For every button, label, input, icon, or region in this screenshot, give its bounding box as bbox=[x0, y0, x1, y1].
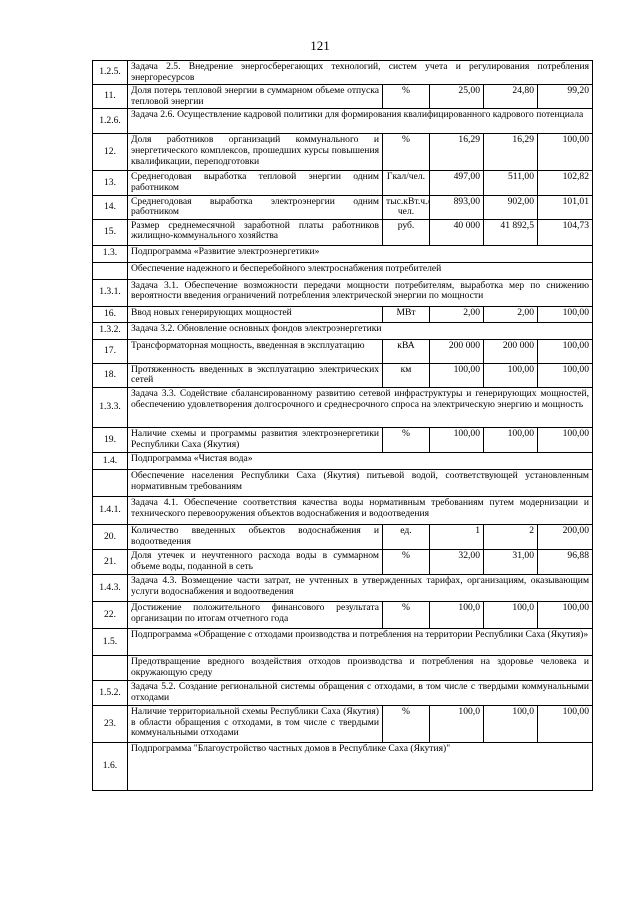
indicator-name: Наличие схемы и программы развития электроэнергетики Республики Саха (Якутия) bbox=[128, 427, 383, 452]
row-number: 1.5. bbox=[93, 628, 128, 655]
row-number: 14. bbox=[93, 195, 128, 219]
indicator-name: Среднегодовая выработка электроэнергии одним работником bbox=[128, 195, 383, 219]
section-row bbox=[93, 109, 593, 134]
indicator-row bbox=[93, 705, 593, 742]
indicator-name: Размер среднемесячной заработной платы работников жилищно-коммунального хозяйства bbox=[128, 219, 383, 245]
unit-cell: руб. bbox=[383, 219, 430, 245]
row-number: 1.4.1. bbox=[93, 496, 128, 524]
row-number: 1.4. bbox=[93, 452, 128, 469]
actual-value: 31,00 bbox=[484, 549, 538, 574]
section-title: Задача 5.2. Создание региональной системы обращения с отходами, в том числе с твердыми коммунальными отходами bbox=[128, 680, 593, 705]
indicator-row bbox=[93, 363, 593, 387]
percent-value: 100,00 bbox=[538, 134, 593, 171]
section-title: Задача 2.5. Внедрение энергосберегающих технологий, систем учета и регулирования потребления энергоресурсов bbox=[128, 61, 593, 85]
section-row bbox=[93, 496, 593, 524]
indicator-row bbox=[93, 195, 593, 219]
indicator-name: Ввод новых генерирующих мощностей bbox=[128, 306, 383, 322]
section-row bbox=[93, 655, 593, 680]
actual-value: 24,80 bbox=[484, 85, 538, 109]
row-number: 12. bbox=[93, 134, 128, 171]
percent-value: 101,01 bbox=[538, 195, 593, 219]
section-title: Задача 2.6. Осуществление кадровой политики для формирования квалифицированного кадрового потенциала bbox=[128, 109, 593, 134]
indicator-row bbox=[93, 601, 593, 628]
row-number bbox=[93, 469, 128, 496]
indicator-row bbox=[93, 171, 593, 195]
section-row bbox=[93, 245, 593, 262]
section-row bbox=[93, 574, 593, 601]
actual-value: 100,00 bbox=[484, 427, 538, 452]
actual-value: 511,00 bbox=[484, 171, 538, 195]
row-number: 15. bbox=[93, 219, 128, 245]
indicator-name: Доля работников организаций коммунального и энергетического комплексов, прошедших курсы повышения квалификации, переподготовки bbox=[128, 134, 383, 171]
plan-value: 16,29 bbox=[430, 134, 484, 171]
plan-value: 893,00 bbox=[430, 195, 484, 219]
indicator-name: Трансформаторная мощность, введенная в эксплуатацию bbox=[128, 339, 383, 363]
unit-cell: % bbox=[383, 134, 430, 171]
percent-value: 100,00 bbox=[538, 601, 593, 628]
actual-value: 2,00 bbox=[484, 306, 538, 322]
section-title: Задача 3.2. Обновление основных фондов электроэнергетики bbox=[128, 322, 593, 339]
row-number: 18. bbox=[93, 363, 128, 387]
row-number: 22. bbox=[93, 601, 128, 628]
indicator-row bbox=[93, 339, 593, 363]
percent-value: 102,82 bbox=[538, 171, 593, 195]
row-number: 1.4.3. bbox=[93, 574, 128, 601]
section-title: Задача 3.1. Обеспечение возможности передачи мощности потребителям, выработка мер по снижению вероятности введения ограничений потребления электрической энергии по мощности bbox=[128, 279, 593, 306]
unit-cell: кВА bbox=[383, 339, 430, 363]
section-title: Задача 4.3. Возмещение части затрат, не учтенных в утвержденных тарифах, организациям, оказывающим услуги водоснабжения и водоотведения bbox=[128, 574, 593, 601]
indicator-row bbox=[93, 427, 593, 452]
section-title: Подпрограмма «Развитие электроэнергетики» bbox=[128, 245, 593, 262]
row-number: 23. bbox=[93, 705, 128, 742]
percent-value: 100,00 bbox=[538, 705, 593, 742]
section-title: Задача 4.1. Обеспечение соответствия качества воды нормативным требованиям путем модернизации и технического перевооружения объектов водоснабжения и водоотведения bbox=[128, 496, 593, 524]
section-title: Подпрограмма "Благоустройство частных домов в Республике Саха (Якутия)" bbox=[128, 742, 593, 790]
actual-value: 100,0 bbox=[484, 601, 538, 628]
section-row bbox=[93, 680, 593, 705]
percent-value: 100,00 bbox=[538, 306, 593, 322]
unit-cell: % bbox=[383, 427, 430, 452]
actual-value: 100,00 bbox=[484, 363, 538, 387]
indicator-row bbox=[93, 219, 593, 245]
indicator-name: Количество введенных объектов водоснабжения и водоотведения bbox=[128, 524, 383, 549]
percent-value: 100,00 bbox=[538, 363, 593, 387]
section-row bbox=[93, 61, 593, 85]
indicator-row bbox=[93, 306, 593, 322]
percent-value: 100,00 bbox=[538, 427, 593, 452]
indicator-name: Протяженность введенных в эксплуатацию электрических сетей bbox=[128, 363, 383, 387]
row-number bbox=[93, 262, 128, 279]
page-number: 121 bbox=[310, 38, 330, 53]
indicator-name: Доля потерь тепловой энергии в суммарном объеме отпуска тепловой энергии bbox=[128, 85, 383, 109]
section-row bbox=[93, 322, 593, 339]
actual-value: 2 bbox=[484, 524, 538, 549]
section-row bbox=[93, 469, 593, 496]
actual-value: 902,00 bbox=[484, 195, 538, 219]
actual-value: 16,29 bbox=[484, 134, 538, 171]
section-title: Подпрограмма «Обращение с отходами производства и потребления на территории Республики Саха (Якутия)» bbox=[128, 628, 593, 655]
section-row bbox=[93, 262, 593, 279]
plan-value: 497,00 bbox=[430, 171, 484, 195]
unit-cell: МВт bbox=[383, 306, 430, 322]
indicator-name: Доля утечек и неучтенного расхода воды в суммарном объеме воды, поданной в сеть bbox=[128, 549, 383, 574]
indicator-name: Среднегодовая выработка тепловой энергии одним работником bbox=[128, 171, 383, 195]
row-number: 1.3.3. bbox=[93, 387, 128, 427]
section-row bbox=[93, 628, 593, 655]
unit-cell: ед. bbox=[383, 524, 430, 549]
percent-value: 99,20 bbox=[538, 85, 593, 109]
section-title: Подпрограмма «Чистая вода» bbox=[128, 452, 593, 469]
row-number: 17. bbox=[93, 339, 128, 363]
unit-cell: км bbox=[383, 363, 430, 387]
section-row bbox=[93, 279, 593, 306]
section-row bbox=[93, 387, 593, 427]
indicator-row bbox=[93, 85, 593, 109]
indicators-table bbox=[92, 60, 593, 791]
percent-value: 104,73 bbox=[538, 219, 593, 245]
row-number: 1.6. bbox=[93, 742, 128, 790]
plan-value: 200 000 bbox=[430, 339, 484, 363]
actual-value: 100,0 bbox=[484, 705, 538, 742]
row-number: 16. bbox=[93, 306, 128, 322]
plan-value: 100,0 bbox=[430, 705, 484, 742]
row-number: 1.5.2. bbox=[93, 680, 128, 705]
row-number: 1.2.5. bbox=[93, 61, 128, 85]
percent-value: 100,00 bbox=[538, 339, 593, 363]
indicator-row bbox=[93, 524, 593, 549]
plan-value: 100,0 bbox=[430, 601, 484, 628]
unit-cell: % bbox=[383, 705, 430, 742]
row-number: 1.3.2. bbox=[93, 322, 128, 339]
unit-cell: тыс.кВт.ч./ чел. bbox=[383, 195, 430, 219]
section-row bbox=[93, 452, 593, 469]
row-number: 13. bbox=[93, 171, 128, 195]
section-title: Задача 3.3. Содействие сбалансированному развитию сетевой инфраструктуры и генерирующих мощностей, обеспечению удовлетворения долгосрочного и среднесрочного спроса на электрическую энергию и мощность bbox=[128, 387, 593, 427]
percent-value: 200,00 bbox=[538, 524, 593, 549]
actual-value: 200 000 bbox=[484, 339, 538, 363]
row-number: 11. bbox=[93, 85, 128, 109]
indicator-row bbox=[93, 549, 593, 574]
section-row bbox=[93, 742, 593, 790]
plan-value: 40 000 bbox=[430, 219, 484, 245]
row-number: 1.3.1. bbox=[93, 279, 128, 306]
unit-cell: % bbox=[383, 85, 430, 109]
plan-value: 1 bbox=[430, 524, 484, 549]
plan-value: 100,00 bbox=[430, 363, 484, 387]
percent-value: 96,88 bbox=[538, 549, 593, 574]
row-number: 1.2.6. bbox=[93, 109, 128, 134]
row-number bbox=[93, 655, 128, 680]
indicator-name: Наличие территориальной схемы Республики Саха (Якутия) в области обращения с отходами, в том числе с твердыми коммунальными отходами bbox=[128, 705, 383, 742]
row-number: 1.3. bbox=[93, 245, 128, 262]
plan-value: 2,00 bbox=[430, 306, 484, 322]
unit-cell: % bbox=[383, 601, 430, 628]
unit-cell: % bbox=[383, 549, 430, 574]
plan-value: 32,00 bbox=[430, 549, 484, 574]
unit-cell: Гкал/чел. bbox=[383, 171, 430, 195]
plan-value: 25,00 bbox=[430, 85, 484, 109]
section-title: Предотвращение вредного воздействия отходов производства и потребления на здоровье человека и окружающую среду bbox=[128, 655, 593, 680]
indicator-row bbox=[93, 134, 593, 171]
row-number: 19. bbox=[93, 427, 128, 452]
row-number: 21. bbox=[93, 549, 128, 574]
indicator-name: Достижение положительного финансового результата организации по итогам отчетного года bbox=[128, 601, 383, 628]
plan-value: 100,00 bbox=[430, 427, 484, 452]
section-title: Обеспечение надежного и бесперебойного электроснабжения потребителей bbox=[128, 262, 593, 279]
row-number: 20. bbox=[93, 524, 128, 549]
section-title: Обеспечение населения Республики Саха (Якутия) питьевой водой, соответствующей установленным нормативным требованиям bbox=[128, 469, 593, 496]
actual-value: 41 892,5 bbox=[484, 219, 538, 245]
